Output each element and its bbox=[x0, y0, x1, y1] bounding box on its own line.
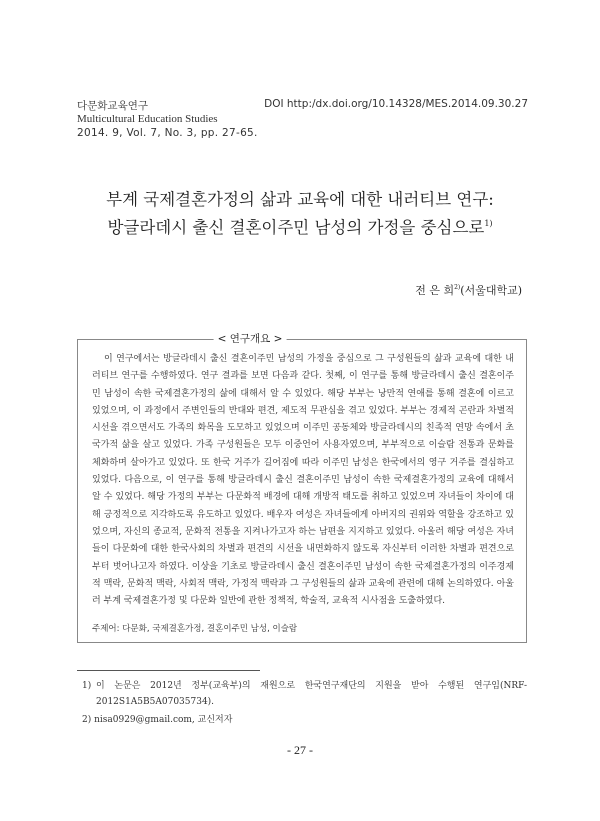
footnote-1-text: 이 논문은 2012년 정부(교육부)의 재원으로 한국연구재단의 지원을 받아 수행된 연구임(NRF-2012S1A5B5A07035734). bbox=[96, 681, 527, 707]
journal-name-english: Multicultural Education Studies bbox=[77, 113, 218, 125]
page-number: - 27 - bbox=[287, 743, 313, 757]
paper-title-line2 bbox=[40, 214, 560, 238]
doi-link[interactable]: DOI http:/dx.doi.org/10.14328/MES.2014.09.30.27 bbox=[264, 98, 528, 110]
abstract-text: 이 연구에서는 방글라데시 출신 결혼이주민 남성의 가정을 중심으로 그 구성원들의 삶과 교육에 대한 내러티브 연구를 수행하였다. 연구 결과를 보면 다음과 같다. 첫째, 이 연구를 통해 방글라데시 출신 결혼이주민 남성이 속한 국제결혼가정의 삶에 대해서 알 수 있었다. 해당 부부는 낭만적 연애를 통해 결혼에 이르고 있었으며, 이 과정에서 주변인들의 반대와 편견, 제도적 무관심을 겪고 있었다. 부부는 경제적 곤란과 차별적 시선을 겪으면서도 가족의 화목을 도모하고 있었으며 이주민 공동체와 방글라데시의 친족적 연망 속에서 초국가적 삶을 살고 있었다. 가족 구성원들은 모두 이중언어 사용자였으며, 부부적으로 이슬람 전통과 문화를 체화하며 살아가고 있었다. 또 한국 거주가 길어짐에 따라 이주민 남성은 한국에서의 영구 거주를 결심하고 있었다. 다음으로, 이 연구를 통해 방글라데시 출신 결혼이주민 남성이 속한 국제결혼가정의 교육에 대해서 알 수 있었다. 해당 가정의 부부는 다문화적 배경에 대해 개방적 태도를 취하고 있었으며 자녀들이 차이에 대해 긍정적으로 지각하도록 유도하고 있었다. 배우자 여성은 자녀들에게 아버지의 권위와 역할을 강조하고 있었으며, 자신의 종교적, 문화적 전통을 지켜나가고자 하는 남편을 지지하고 있었다. 아울러 해당 여성은 자녀들이 다문화에 대한 한국사회의 차별과 편견의 시선을 내면화하지 않도록 자신부터 이러한 차별과 편견으로부터 벗어나고자 하였다. 이상을 기초로 방글라데시 출신 결혼이주민 남성이 속한 국제결혼가정의 이주경제적 맥락, 문화적 맥락, 사회적 맥락, 가정적 맥락과 그 구성원들의 삶과 교육에 관련에 대해 논의하였다. 아울러 부계 국제결혼가정 및 다문화 일반에 관한 정책적, 학술적, 교육적 시사점을 도출하였다. bbox=[92, 354, 514, 607]
footnote-1-number: 1) bbox=[82, 681, 92, 691]
author-affiliation: (서울대학교) bbox=[460, 284, 522, 297]
author-footnote-mark[interactable]: 2) bbox=[454, 284, 461, 291]
title-footnote-mark[interactable]: 1) bbox=[484, 219, 493, 228]
author-line bbox=[415, 282, 522, 298]
abstract-label: < 연구개요 > bbox=[214, 331, 287, 346]
paper-title-line2-text: 방글라데시 출신 결혼이주민 남성의 가정을 중심으로 bbox=[107, 218, 485, 237]
keywords: 주제어: 다문화, 국제결혼가정, 결혼이주민 남성, 이슬람 bbox=[92, 624, 298, 634]
author-name: 전 은 희 bbox=[415, 284, 455, 297]
footnote-2: 2) nisa0929@gmail.com, 교신저자 bbox=[82, 715, 233, 725]
footnote-divider bbox=[77, 670, 260, 671]
volume-info: 2014. 9, Vol. 7, No. 3, pp. 27-65. bbox=[77, 127, 258, 139]
journal-name-korean: 다문화교육연구 bbox=[77, 100, 149, 112]
paper-title-line1: 부계 국제결혼가정의 삶과 교육에 대한 내러티브 연구: bbox=[106, 190, 494, 209]
footnote-1 bbox=[82, 678, 527, 710]
